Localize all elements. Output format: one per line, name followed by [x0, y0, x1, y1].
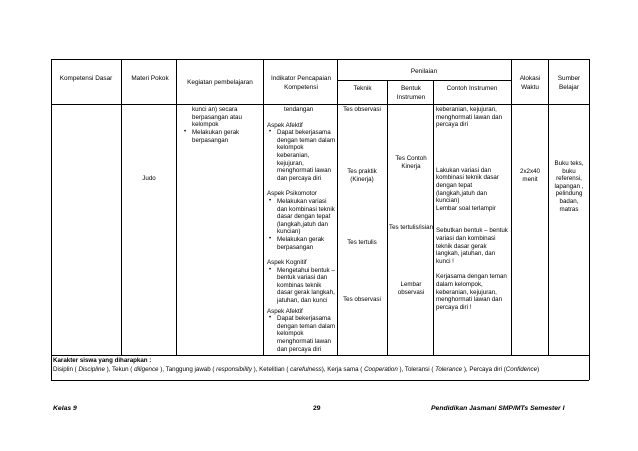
- indikator-column: [267, 106, 337, 353]
- karakter-part: ), Tekun (: [104, 366, 135, 373]
- header-sumber: Sumber Belajar: [557, 75, 581, 91]
- header-alokasi: Alokasi Waktu: [519, 75, 541, 91]
- karakter-part-italic: Confidence: [505, 366, 538, 373]
- karakter-text: [53, 366, 587, 374]
- header-penilaian: Penilaian: [410, 68, 438, 75]
- afektif-title: Aspek Afektif: [267, 121, 303, 129]
- contoh-1: keberanian, kejujuran, menghormati lawan dan percaya diri: [436, 106, 503, 129]
- karakter-part: ), Kerja sama (: [321, 366, 365, 373]
- karakter-part-italic: Discipline: [78, 366, 105, 373]
- karakter-part: ), Tanggung jawab (: [158, 366, 217, 373]
- header-kegiatan: Kegiatan pembelajaran: [187, 79, 253, 86]
- karakter-part-italic: Tolerance: [435, 366, 463, 373]
- karakter-part: Disiplin (: [53, 366, 79, 373]
- karakter-part: ), Toleransi (: [397, 366, 436, 373]
- karakter-part-italic: diligence: [134, 366, 159, 373]
- teknik-2: Tes praktik (Kinerja): [347, 168, 377, 183]
- contoh-3: Lembar soal terlampir: [436, 204, 496, 212]
- contoh-4: Sebutkan bentuk – bentuk variasi dan kombinasi teknik dasar gerak langkah, jatuhan, dan kunci !: [436, 227, 508, 265]
- kegiatan-text: kunci an) secara berpasangan atau kelompok: [192, 106, 242, 129]
- header-kompetensi-dasar: Kompetensi Dasar: [59, 75, 113, 82]
- karakter-title: Karakter siswa yang diharapkan :: [53, 357, 152, 364]
- footer-subject: Pendidikan Jasmani SMP/MTs Semester I: [431, 405, 565, 412]
- teknik-4: Tes observasi: [343, 296, 381, 303]
- header-bentuk: Bentuk Instrumen: [396, 85, 426, 101]
- psikomotor-item-1: • Melakukan variasi dan kombinasi teknik dasar dengan tepat (langkah,jatuh dan kuncian): [273, 198, 337, 236]
- footer-kelas: Kelas 9: [53, 405, 77, 412]
- karakter-part: ): [537, 366, 540, 373]
- kognitif-item: • Mengetahui bentuk – bentuk variasi dan kombinas teknik dasar gerak langkah, jatuhan, dan kunci: [273, 267, 337, 305]
- contoh-2: Lakukan variasi dan kombinasi teknik dasar dengan tepat (langkah,jatuh dan kuncian): [436, 166, 499, 205]
- karakter-part: ), Ketelitian (: [251, 366, 291, 373]
- karakter-part-italic: responsibility: [216, 366, 252, 373]
- bentuk-2: Tes tertulis/isian: [389, 224, 434, 231]
- afektif-item: • Dapat bekerjasama dengan teman dalam kelompok keberanian, kejujuran, menghormati lawan dan percaya diri: [273, 129, 337, 182]
- afektif2-item: • Dapat bekerjasama dengan teman dalam kelompok menghormati lawan dan percaya diri: [273, 315, 337, 353]
- contoh-5: Kerjasama dengan teman dalam kelompok, keberanian, kejujuran, menghormati lawan dan percaya diri !: [436, 273, 507, 311]
- alokasi-waktu: 2x2x40 menit: [520, 168, 540, 183]
- materi-pokok-judo: Judo: [142, 175, 156, 182]
- teknik-1: Tes observasi: [343, 106, 381, 113]
- karakter-part-italic: Cooperation: [364, 366, 398, 373]
- bentuk-3: Lembar observasi: [397, 281, 425, 296]
- header-materi-pokok: Materi Pokok: [131, 75, 169, 82]
- header-contoh: Contoh Instrumen: [446, 85, 498, 92]
- kegiatan-bullet-item: • Melakukan gerak berpasangan: [188, 129, 264, 144]
- afektif2-title: Aspek Afektif: [267, 307, 303, 315]
- footer-page-number: 29: [313, 405, 321, 412]
- contoh-column: [436, 106, 510, 311]
- header-indikator: Indikator Pencapaian Kompetensi: [270, 75, 332, 91]
- karakter-part: ), Percaya diri (: [462, 366, 506, 373]
- indikator-line-1: tendangan: [284, 106, 314, 113]
- sumber-belajar: Buku teks, buku referensi, lapangan , pelindung badan, matras: [554, 160, 584, 213]
- bentuk-1: Tes Contoh Kinerja: [395, 155, 427, 170]
- psikomotor-title: Aspek Psikomotor: [267, 190, 317, 198]
- kognitif-title: Aspek Kognitif: [267, 259, 307, 267]
- header-teknik: Teknik: [353, 85, 372, 92]
- psikomotor-item-2: • Melakukan gerak berpasangan: [273, 236, 337, 251]
- teknik-3: Tes tertulis: [347, 239, 377, 246]
- kegiatan-bullets: [182, 129, 264, 144]
- karakter-part-italic: carefulness: [290, 366, 322, 373]
